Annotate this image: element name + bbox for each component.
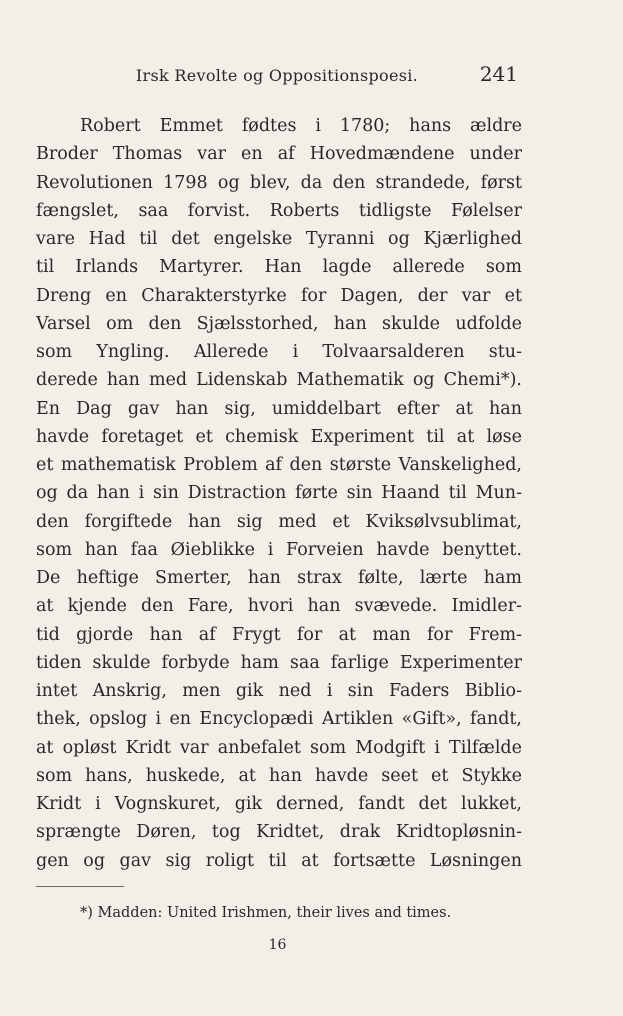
text-line: til Irlands Martyrer. Han lagde allerede som bbox=[36, 257, 522, 278]
text-line: tid gjorde han af Frygt for at man for Frem- bbox=[36, 624, 522, 645]
footnote: *) Madden: United Irishmen, their lives and times. bbox=[80, 905, 452, 921]
text-line: En Dag gav han sig, umiddelbart efter at han bbox=[36, 398, 522, 419]
text-line: havde foretaget et chemisk Experiment til at løse bbox=[36, 426, 522, 447]
text-line: sprængte Døren, tog Kridtet, drak Kridtopløsnin- bbox=[36, 822, 522, 843]
text-line: Robert Emmet fødtes i 1780; hans ældre bbox=[80, 116, 522, 136]
text-line: Broder Thomas var en af Hovedmændene under bbox=[36, 144, 522, 165]
text-line: og da han i sin Distraction førte sin Haand til Mun- bbox=[36, 483, 522, 504]
text-line: som hans, huskede, at han havde seet et Stykke bbox=[36, 765, 522, 786]
text-line: fængslet, saa forvist. Roberts tidligste Følelser bbox=[36, 200, 522, 221]
text-line: at opløst Kridt var anbefalet som Modgift i Tilfælde bbox=[36, 737, 522, 758]
text-line: Kridt i Vognskuret, gik derned, fandt det lukket, bbox=[36, 794, 522, 814]
text-line: Varsel om den Sjælsstorhed, han skulde udfolde bbox=[36, 313, 522, 334]
footnote-rule bbox=[36, 886, 124, 887]
signature-mark: 16 bbox=[268, 937, 287, 953]
text-line: intet Anskrig, men gik ned i sin Faders Biblio- bbox=[36, 681, 522, 701]
text-line: derede han med Lidenskab Mathematik og Chemi*). bbox=[36, 370, 522, 391]
text-line: gen og gav sig roligt til at fortsætte Løsningen bbox=[36, 850, 522, 871]
text-line: tiden skulde forbyde ham saa farlige Experimenter bbox=[36, 652, 522, 673]
text-line: vare Had til det engelske Tyranni og Kjærlighed bbox=[36, 229, 522, 249]
text-line: den forgiftede han sig med et Kviksølvsublimat, bbox=[36, 511, 522, 532]
text-line: Revolutionen 1798 og blev, da den strandede, først bbox=[36, 172, 522, 193]
text-line: De heftige Smerter, han strax følte, lærte ham bbox=[36, 568, 522, 588]
text-line: thek, opslog i en Encyclopædi Artiklen «Gift», fandt, bbox=[36, 709, 522, 730]
text-line: Dreng en Charakterstyrke for Dagen, der var et bbox=[36, 285, 522, 306]
text-line: et mathematisk Problem af den største Vanskelighed, bbox=[36, 455, 522, 475]
body-text bbox=[36, 112, 522, 875]
text-line: som Yngling. Allerede i Tolvaarsalderen stu- bbox=[36, 342, 522, 362]
text-line: som han faa Øieblikke i Forveien havde benyttet. bbox=[36, 539, 522, 560]
running-head bbox=[36, 62, 518, 92]
text-line: at kjende den Fare, hvori han svævede. Imidler- bbox=[36, 596, 522, 617]
page-number: 241 bbox=[479, 62, 518, 86]
running-title: Irsk Revolte og Oppositionspoesi. bbox=[135, 66, 419, 85]
